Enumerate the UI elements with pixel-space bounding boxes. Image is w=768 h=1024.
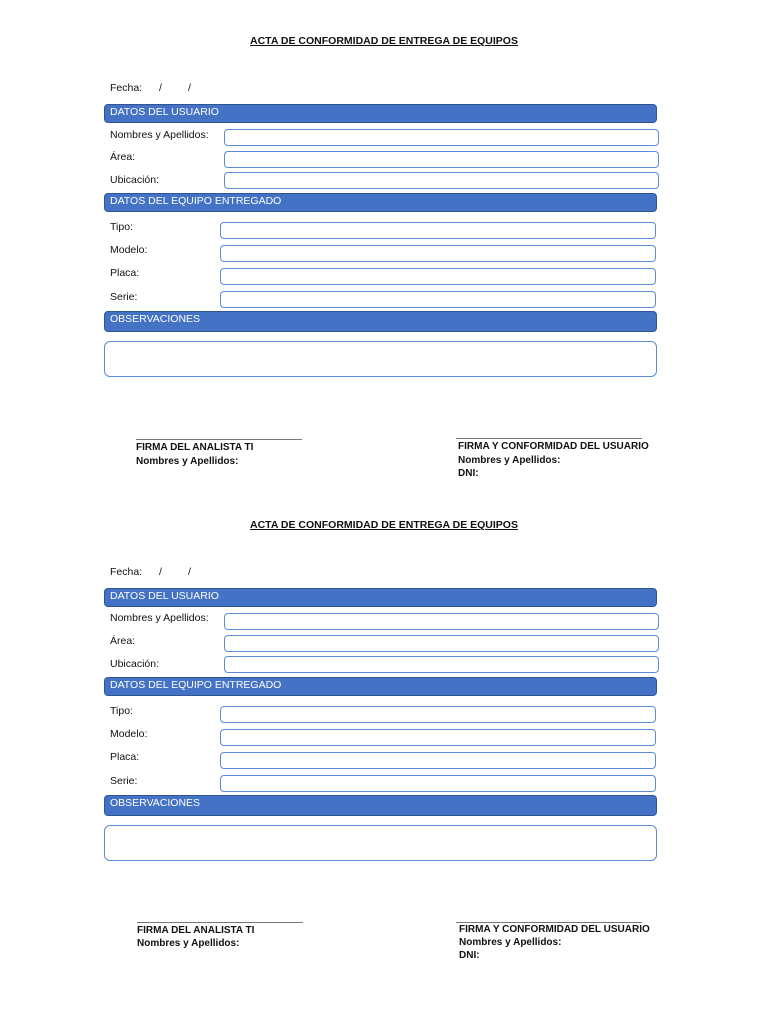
nombres-field[interactable] [224,613,659,630]
serie-label: Serie: [110,775,138,787]
user-section-header: DATOS DEL USUARIO [104,104,657,123]
signature-analyst-title: FIRMA DEL ANALISTA TI [137,925,255,936]
modelo-field[interactable] [220,729,656,746]
fecha-label: Fecha: [110,566,143,578]
area-label: Área: [110,635,136,647]
tipo-label: Tipo: [110,705,133,717]
nombres-label: Nombres y Apellidos: [110,612,209,624]
acta-form-1 [0,0,768,485]
form-title: ACTA DE CONFORMIDAD DE ENTREGA DE EQUIPOS [250,35,518,47]
signature-user-name-label: Nombres y Apellidos: [458,455,561,466]
modelo-label: Modelo: [110,728,148,740]
fecha-label: Fecha: [110,82,143,94]
area-field[interactable] [224,635,659,652]
equipment-section-header: DATOS DEL EQUIPO ENTREGADO [104,193,657,212]
observations-field[interactable] [104,341,657,377]
form-title: ACTA DE CONFORMIDAD DE ENTREGA DE EQUIPOS [250,519,518,531]
observations-section-header: OBSERVACIONES [104,311,657,332]
serie-field[interactable] [220,775,656,792]
equipment-section-header: DATOS DEL EQUIPO ENTREGADO [104,677,657,696]
acta-form-2 [0,484,768,969]
date-separator: / [188,566,191,578]
signature-analyst-name-label: Nombres y Apellidos: [137,938,240,949]
signature-line-user [456,922,642,923]
signature-user-title: FIRMA Y CONFORMIDAD DEL USUARIO [459,924,650,935]
placa-label: Placa: [110,751,140,763]
placa-field[interactable] [220,268,656,285]
nombres-label: Nombres y Apellidos: [110,129,209,141]
signature-line-analyst [137,922,303,923]
tipo-field[interactable] [220,706,656,723]
signature-analyst-title: FIRMA DEL ANALISTA TI [136,442,254,453]
ubicacion-field[interactable] [224,172,659,189]
user-section-header: DATOS DEL USUARIO [104,588,657,607]
date-separator: / [188,82,191,94]
observations-section-header: OBSERVACIONES [104,795,657,816]
serie-label: Serie: [110,291,138,303]
placa-label: Placa: [110,267,140,279]
ubicacion-label: Ubicación: [110,658,160,670]
signature-line-user [456,438,642,439]
ubicacion-label: Ubicación: [110,174,160,186]
signature-analyst-name-label: Nombres y Apellidos: [136,456,239,467]
date-separator: / [159,566,162,578]
signature-line-analyst [136,439,302,440]
tipo-field[interactable] [220,222,656,239]
modelo-field[interactable] [220,245,656,262]
signature-user-dni-label: DNI: [458,468,479,479]
placa-field[interactable] [220,752,656,769]
tipo-label: Tipo: [110,221,133,233]
nombres-field[interactable] [224,129,659,146]
signature-user-dni-label: DNI: [459,950,480,961]
modelo-label: Modelo: [110,244,148,256]
signature-user-title: FIRMA Y CONFORMIDAD DEL USUARIO [458,441,649,452]
ubicacion-field[interactable] [224,656,659,673]
serie-field[interactable] [220,291,656,308]
area-label: Área: [110,151,136,163]
observations-field[interactable] [104,825,657,861]
date-separator: / [159,82,162,94]
area-field[interactable] [224,151,659,168]
signature-user-name-label: Nombres y Apellidos: [459,937,562,948]
